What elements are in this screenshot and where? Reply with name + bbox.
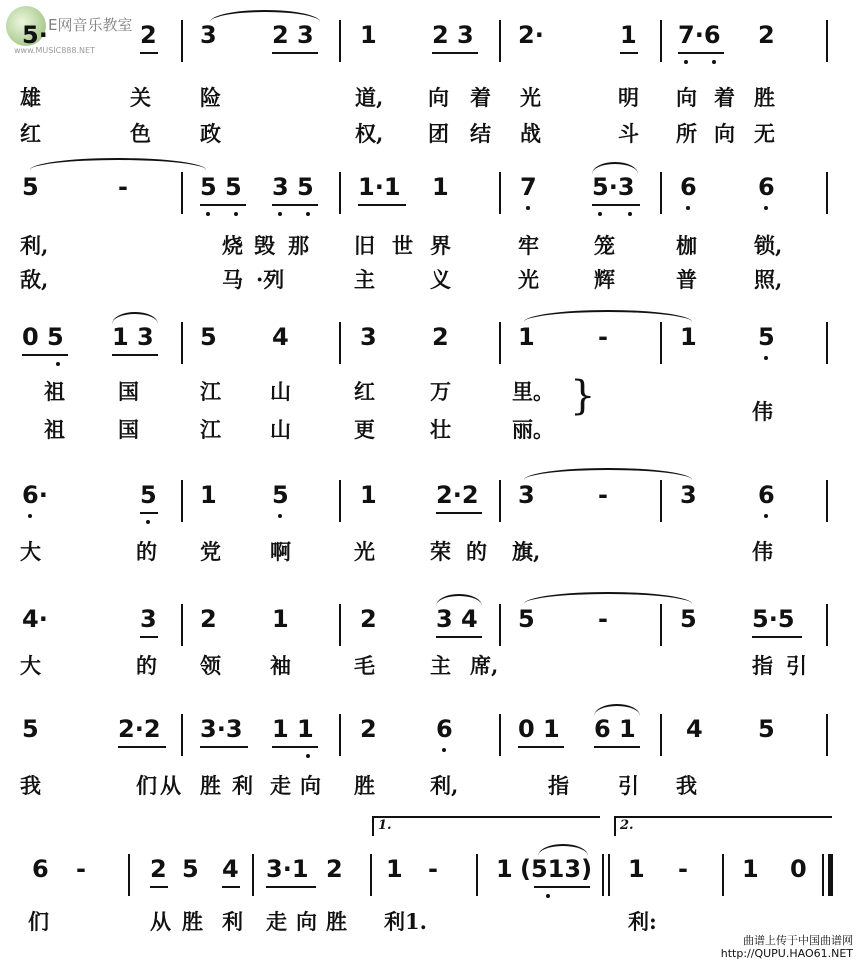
lyric: 险 [200,85,221,110]
low-dot [712,60,716,64]
lyric: 国 [118,379,139,404]
underline [272,204,318,206]
barline [181,322,183,364]
lyric: 那 [288,233,309,258]
volta-2-number: 2. [620,818,634,833]
note: 4 [222,855,239,883]
lyric: 利: [628,909,657,934]
barline [826,322,828,364]
lyric: 雄 [20,85,41,110]
lyric: 烧 [222,233,243,258]
note: 1 [628,855,645,883]
underline [678,52,724,54]
note: 2 [360,715,377,743]
note: 3 [518,481,535,509]
barline [339,480,341,522]
note: 6 1 [594,715,636,743]
lyric: 锁, [754,233,783,258]
lyric: 领 [200,653,221,678]
note: 2·2 [436,481,479,509]
note: 2 3 [432,21,474,49]
low-dot [306,212,310,216]
lyric: 山 [270,379,291,404]
slur [524,468,692,480]
low-dot [764,356,768,360]
lyric: 权, [355,121,384,146]
note: 3 4 [436,605,478,633]
low-dot [764,514,768,518]
low-dot [28,514,32,518]
lyric: 普 [676,267,697,292]
lyric: 山 [270,417,291,442]
barline [660,714,662,756]
lyric: 们 [28,909,49,934]
low-dot [442,748,446,752]
underline [140,512,158,514]
low-dot [526,206,530,210]
note: 2· [518,21,544,49]
barline [826,714,828,756]
lyric: 啊 [270,539,291,564]
lyric: 界 [430,233,451,258]
lyric: 笼 [594,233,615,258]
underline [150,886,168,888]
lyric: 光 [518,267,539,292]
note: 5 [140,481,157,509]
lyric: 祖 [44,417,65,442]
note: 4 [272,323,289,351]
barline [660,172,662,214]
note: 5·5 [752,605,795,633]
lyric: 走 [266,909,287,934]
barline [499,172,501,214]
note: 3 [680,481,697,509]
note: 5 [200,323,217,351]
barline [722,854,724,896]
note: 1 1 [272,715,314,743]
footer-line-1: 曲谱上传于中国曲谱网 [743,934,853,947]
barline [339,322,341,364]
note: 6 [680,173,697,201]
note: 1 [432,173,449,201]
lyric: 利, [430,773,459,798]
note: 6· [22,481,48,509]
barline [128,854,130,896]
lyric: 党 [200,539,221,564]
note: 1·1 [358,173,401,201]
lyric: 的 [466,539,487,564]
note: - [598,323,608,351]
lyric: 从 [160,773,181,798]
note: 1 [620,21,637,49]
underline [200,204,246,206]
note: 2 [326,855,343,883]
lyric: 我 [676,773,697,798]
lyric: 胜 [200,773,221,798]
note: 1 [360,21,377,49]
lyric: 向 [300,773,321,798]
lyric: 荣 [430,539,451,564]
lyric: 义 [430,267,451,292]
note: 5 [680,605,697,633]
lyric: 大 [20,539,41,564]
underline [272,52,318,54]
lyric: 江 [200,417,221,442]
note: 1 [680,323,697,351]
lyric: 团 [428,121,449,146]
low-dot [56,362,60,366]
underline [112,354,158,356]
lyric: 袖 [270,653,291,678]
lyric: 道, [355,85,384,110]
lyric: 引 [618,773,639,798]
lyric: 马 [222,267,243,292]
underline [222,886,240,888]
underline [140,636,158,638]
low-dot [306,754,310,758]
lyric: 祖 [44,379,65,404]
note: 4 [686,715,703,743]
barline [660,480,662,522]
lyric: 辉 [594,267,615,292]
note: 1 [200,481,217,509]
lyric: 敌, [20,267,49,292]
barline [252,854,254,896]
lyric: 胜 [182,909,203,934]
lyric: 结 [470,121,491,146]
low-dot [546,894,550,898]
barline [499,604,501,646]
lyric: 丽。 [512,417,554,442]
volta-1-bracket [372,816,600,836]
barline [660,20,662,62]
note: 6 [436,715,453,743]
note: 1 [386,855,403,883]
lyric: 伟 [752,399,773,424]
note: - [598,481,608,509]
low-dot [628,212,632,216]
lyric: 席, [470,653,499,678]
lyric: 向 [428,85,449,110]
barline [339,20,341,62]
note: 5 [758,323,775,351]
low-dot [206,212,210,216]
barline [822,854,824,896]
underline [272,746,318,748]
note: 4· [22,605,48,633]
low-dot [684,60,688,64]
lyric: 向 [714,121,735,146]
note: 2 [140,21,157,49]
watermark-title: E网音乐教室 [48,16,133,34]
slur [524,592,692,604]
lyric: 们 [136,773,157,798]
lyric: 大 [20,653,41,678]
low-dot [234,212,238,216]
volta-1-number: 1. [378,818,392,833]
barline [826,604,828,646]
lyric: 利, [20,233,49,258]
note: 1 [518,323,535,351]
underline [518,746,564,748]
note: 0 1 [518,715,560,743]
note: 3 [140,605,157,633]
note: 1 [272,605,289,633]
underline [140,52,158,54]
note: - [428,855,438,883]
lyric: 关 [130,85,151,110]
barline [181,714,183,756]
barline [181,604,183,646]
note: - [678,855,688,883]
note: 1 3 [112,323,154,351]
barline [339,714,341,756]
lyric: 毁 [254,233,275,258]
note: 2 [200,605,217,633]
barline [181,480,183,522]
note: 3·1 [266,855,309,883]
barline [608,854,610,896]
note: 5 5 [200,173,242,201]
note: 1 [496,855,513,883]
lyric: 光 [354,539,375,564]
lyric: 利 [232,773,253,798]
underline [620,52,638,54]
lyric: 着 [470,85,491,110]
slur [524,310,692,322]
footer-line-2: http://QUPU.HAO61.NET [720,947,853,960]
barline [181,172,183,214]
lyric: 伟 [752,539,773,564]
lyric: 光 [520,85,541,110]
lyric: 所 [676,121,697,146]
note: 0 5 [22,323,64,351]
underline [432,52,478,54]
note: - [118,173,128,201]
lyric: 照, [754,267,783,292]
lyric: 枷 [676,233,697,258]
barline [660,604,662,646]
lyric: 旗, [512,539,541,564]
note: 5 [272,481,289,509]
lyric: 指 [752,653,773,678]
note: 5·3 [592,173,635,201]
underline [358,204,406,206]
lyric: 更 [354,417,375,442]
note: 0 [790,855,807,883]
underline [592,204,640,206]
note: 5 [22,715,39,743]
lyric: 着 [714,85,735,110]
barline [339,172,341,214]
lyric: 胜 [354,773,375,798]
underline [200,746,248,748]
slur [30,158,206,170]
lyric: 色 [130,121,151,146]
lyric: 政 [200,121,221,146]
low-dot [278,212,282,216]
low-dot [598,212,602,216]
lyric: 的 [136,539,157,564]
lyric: 毛 [354,653,375,678]
barline [499,714,501,756]
barline [476,854,478,896]
underline [266,886,316,888]
barline [339,604,341,646]
underline [118,746,166,748]
lyric: 江 [200,379,221,404]
underline [22,354,68,356]
lyric: 引 [786,653,807,678]
lyric: 主 [354,267,375,292]
note: 2 [758,21,775,49]
barline [499,322,501,364]
note: 6 [758,173,775,201]
low-dot [278,514,282,518]
site-footer [721,934,853,960]
note: 7·6 [678,21,721,49]
low-dot [146,520,150,524]
note: 1 [742,855,759,883]
lyric: 世 [392,233,413,258]
barline [826,20,828,62]
lyric: 向 [676,85,697,110]
note: 3 [200,21,217,49]
note: 2 3 [272,21,314,49]
note: 5· [22,21,48,49]
barline [660,322,662,364]
underline [752,636,802,638]
note: 3 5 [272,173,314,201]
volta-2-bracket [614,816,832,836]
lyric: 胜 [754,85,775,110]
lyric: 旧 [354,233,375,258]
lyric: 利 [222,909,243,934]
note: - [76,855,86,883]
barline [826,172,828,214]
lyric: 红 [20,121,41,146]
lyric: 主 [430,653,451,678]
barline [826,480,828,522]
underline [534,886,590,888]
lyric: 国 [118,417,139,442]
note: 7 [520,173,537,201]
lyric: 的 [136,653,157,678]
lyric: 向 [296,909,317,934]
note: 2·2 [118,715,161,743]
lyric: 明 [618,85,639,110]
lyric: 牢 [518,233,539,258]
underline [436,512,482,514]
lyric: 指 [548,773,569,798]
note: - [598,605,608,633]
note: 3·3 [200,715,243,743]
note: 6 [758,481,775,509]
lyric: 走 [270,773,291,798]
lyric: ·列 [256,267,285,292]
lyric: 从 [150,909,171,934]
lyric: 利1. [384,909,427,934]
underline [436,636,482,638]
lyric: 万 [430,379,451,404]
note: 6 [32,855,49,883]
note: 2 [360,605,377,633]
lyric: 无 [754,121,775,146]
barline [602,854,604,896]
note: 2 [150,855,167,883]
lyric-brace: } [570,373,596,419]
lyric: 斗 [618,121,639,146]
note: 5 [518,605,535,633]
lyric: 里。 [512,379,554,404]
lyric: 我 [20,773,41,798]
note: 5 [182,855,199,883]
low-dot [686,206,690,210]
note: 2 [432,323,449,351]
underline [594,746,640,748]
barline [370,854,372,896]
note: 3 [360,323,377,351]
watermark-subtitle: www.MUSIC888.NET [14,46,95,55]
low-dot [764,206,768,210]
note: (513) [520,855,593,883]
note: 5 [22,173,39,201]
lyric: 战 [520,121,541,146]
lyric: 红 [354,379,375,404]
barline [499,480,501,522]
lyric: 壮 [430,417,451,442]
barline [499,20,501,62]
lyric: 胜 [326,909,347,934]
note: 1 [360,481,377,509]
final-barline [828,854,833,896]
barline [181,20,183,62]
note: 5 [758,715,775,743]
